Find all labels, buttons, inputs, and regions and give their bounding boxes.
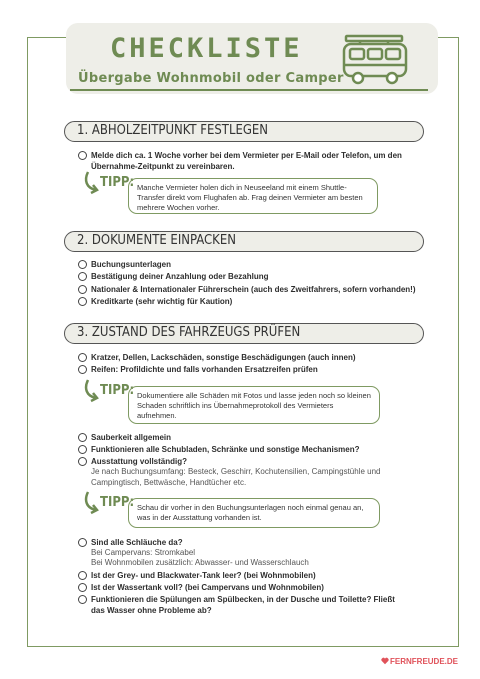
checkbox-circle[interactable] xyxy=(78,297,87,306)
section-title: 3. ZUSTAND DES FAHRZEUGS PRÜFEN xyxy=(77,325,301,340)
section-title: 2. DOKUMENTE EINPACKEN xyxy=(77,233,236,248)
section-bar-2 xyxy=(64,231,424,252)
item-subtext: Bei Campervans: Stromkabel xyxy=(91,548,196,557)
item-text: Kratzer, Dellen, Lackschäden, sonstige Beschädigungen (auch innen) xyxy=(91,353,356,362)
tip-arrow-icon xyxy=(82,490,102,516)
checkbox-circle[interactable] xyxy=(78,365,87,374)
item-subtext: Bei Wohnmobilen zusätzlich: Abwasser- und Wasserschlauch xyxy=(91,558,309,567)
subtitle-underline xyxy=(70,89,428,91)
item-subtext: Je nach Buchungsumfang: Besteck, Geschirr, Kochutensilien, Campingstühle und Campingtisch, Bettwäsche, Handtücher etc. xyxy=(91,467,381,487)
checkbox-circle[interactable] xyxy=(78,260,87,269)
tip-text-box: Dokumentiere alle Schäden mit Fotos und lasse jeden noch so kleinen Schaden schriftlich ins Übernahmeprotokoll des Vermieters aufnehmen. xyxy=(128,386,380,424)
item-text: Ist der Grey- und Blackwater-Tank leer? (bei Wohnmobilen) xyxy=(91,571,316,580)
tip-arrow-icon xyxy=(82,170,102,196)
page-title: CHECKLISTE xyxy=(110,33,303,64)
item-text: Sauberkeit allgemein xyxy=(91,433,172,442)
item-text: Kreditkarte (sehr wichtig für Kaution) xyxy=(91,297,233,306)
checkbox-circle[interactable] xyxy=(78,285,87,294)
section-bar-3 xyxy=(64,323,424,344)
checkbox-circle[interactable] xyxy=(78,272,87,281)
checkbox-circle[interactable] xyxy=(78,457,87,466)
item-text: Sind alle Schläuche da? xyxy=(91,538,183,547)
tip-label: TIPP: xyxy=(100,495,135,510)
item-text: Nationaler & Internationaler Führerschein (auch des Zweitfahrers, sofern vorhanden!) xyxy=(91,285,416,294)
section-bar-1 xyxy=(64,121,424,142)
item-text: Buchungsunterlagen xyxy=(91,260,172,269)
section-title: 1. ABHOLZEITPUNKT FESTLEGEN xyxy=(77,123,269,138)
item-text: Ist der Wassertank voll? (bei Campervans und Wohnmobilen) xyxy=(91,583,324,592)
checkbox-circle[interactable] xyxy=(78,583,87,592)
item-text: Melde dich ca. 1 Woche vorher bei dem Vermieter per E-Mail oder Telefon, um den Übernahme-Zeitpunkt zu vereinbaren. xyxy=(91,151,402,171)
item-text: Funktionieren alle Schubladen, Schränke und sonstige Mechanismen? xyxy=(91,445,360,454)
checkbox-circle[interactable] xyxy=(78,151,87,160)
heart-logo-icon xyxy=(381,657,389,665)
item-text: Ausstattung vollständig? xyxy=(91,457,187,466)
tip-text-box: Schau dir vorher in den Buchungsunterlagen noch einmal genau an, was in der Ausstattung vorhanden ist. xyxy=(128,498,380,528)
checkbox-circle[interactable] xyxy=(78,353,87,362)
camper-van-icon xyxy=(340,34,410,86)
footer-logo[interactable]: FERNFREUDE.DE xyxy=(390,657,459,666)
checkbox-circle[interactable] xyxy=(78,433,87,442)
checkbox-circle[interactable] xyxy=(78,538,87,547)
item-text: Reifen: Profildichte und falls vorhanden Ersatzreifen prüfen xyxy=(91,365,318,374)
tip-arrow-icon xyxy=(82,378,102,404)
tip-label: TIPP: xyxy=(100,175,135,190)
tip-label: TIPP: xyxy=(100,383,135,398)
checkbox-circle[interactable] xyxy=(78,445,87,454)
page-subtitle: Übergabe Wohnmobil oder Camper xyxy=(78,71,344,86)
item-text: Bestätigung deiner Anzahlung oder Bezahlung xyxy=(91,272,269,281)
checkbox-circle[interactable] xyxy=(78,595,87,604)
checkbox-circle[interactable] xyxy=(78,571,87,580)
item-text: Funktionieren die Spülungen am Spülbecken, in der Dusche und Toilette? Fließt das Wasser ohne Probleme ab? xyxy=(91,595,395,615)
tip-text-box: Manche Vermieter holen dich in Neuseeland mit einem Shuttle-Transfer direkt vom Flughafen ab. Frag deinen Vermieter am besten mehrere Wochen vorher. xyxy=(128,178,378,214)
